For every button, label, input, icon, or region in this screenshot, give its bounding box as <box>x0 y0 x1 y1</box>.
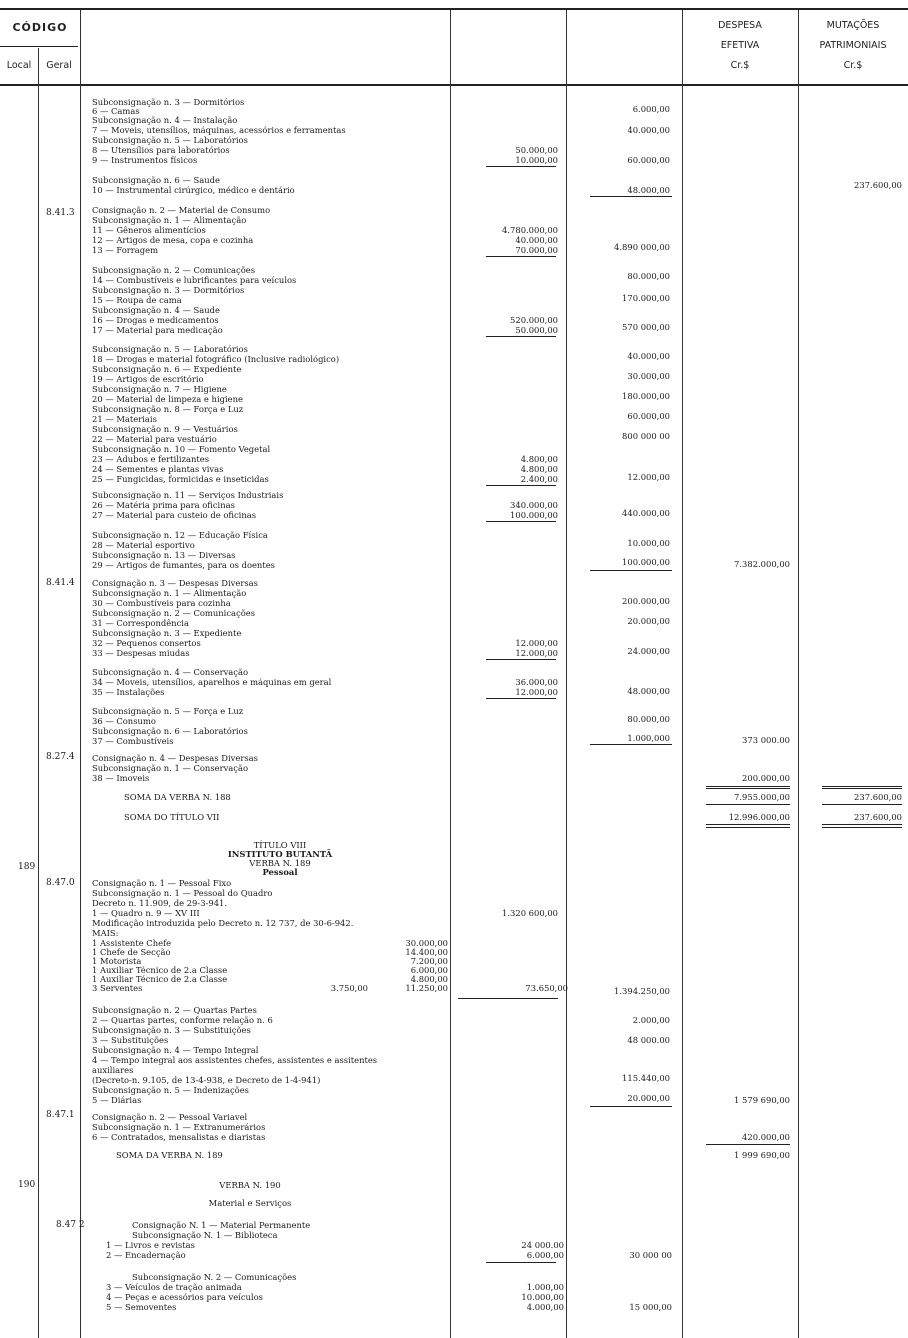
header-local: Local <box>6 60 32 71</box>
code-8-47-0: 8.47.0 <box>46 878 75 888</box>
desc-line: 6 — Contratados, mensalistas e diaristas <box>92 1132 266 1142</box>
subtotal: 570 000,00 <box>622 322 670 332</box>
amount-item: 40.000,00 <box>515 235 558 245</box>
underline <box>590 1106 672 1107</box>
desc-line: Subconsignação n. 6 — Laboratórios <box>92 726 248 736</box>
underline <box>706 788 790 789</box>
amount-item: 12.000,00 <box>515 687 558 697</box>
subtotal: 115.440,00 <box>622 1073 670 1083</box>
col-rule-a1 <box>566 10 567 1338</box>
desc-line: 1 Chefe de Secção <box>92 947 171 957</box>
underline <box>486 1262 556 1263</box>
desc-line: 4 — Tempo integral aos assistentes chefes, assistentes e assitentes <box>92 1055 378 1065</box>
desc-line: 29 — Artigos de fumantes, para os doentes <box>92 560 275 570</box>
desc-line: Subconsignação n. 4 — Conservação <box>92 667 249 677</box>
header-codigo: CÓDIGO <box>12 21 68 34</box>
soma-verba-189: SOMA DA VERBA N. 189 <box>116 1150 223 1160</box>
desc-line: Subconsignação n. 11 — Serviços Industriais <box>92 490 284 500</box>
desc-line: Subconsignação n. 6 — Saude <box>92 175 220 185</box>
desc-line: Decreto n. 11.909, de 29-3-941. <box>92 898 228 908</box>
subtotal: 30 000 00 <box>629 1250 672 1260</box>
despesa-total: 420.000,00 <box>742 1132 790 1142</box>
desc-line: 34 — Moveis, utensílios, aparelhos e máquinas em geral <box>92 677 332 687</box>
desc-line: 1 Auxiliar Técnico de 2.a Classe <box>92 965 228 975</box>
subtotal: 1.394.250,00 <box>614 986 670 996</box>
underline <box>590 196 672 197</box>
desc-line: 2 — Encadernação <box>106 1250 186 1260</box>
header-mutacoes-cur: Cr.$ <box>843 60 863 71</box>
mais-amount: 30.000,00 <box>405 938 448 948</box>
desc-line: 1 Assistente Chefe <box>92 938 172 948</box>
despesa-total: 200.000,00 <box>742 773 790 783</box>
desc-line: MAIS: <box>92 928 119 938</box>
desc-line: Consignação n. 2 — Pessoal Variavel <box>92 1112 248 1122</box>
underline <box>706 1144 790 1145</box>
subtotal: 4.890 000,00 <box>614 242 670 252</box>
amount-item: 4.780.000,00 <box>502 225 558 235</box>
underline <box>486 166 556 167</box>
header-mutacoes-1: MUTAÇÕES <box>826 20 880 31</box>
desc-line: 32 — Pequenos consertos <box>92 638 201 648</box>
amount-item: 73.650,00 <box>525 983 568 993</box>
desc-line: Subconsignação N. 2 — Comunicações <box>132 1272 297 1282</box>
col-rule-local <box>38 48 39 1338</box>
underline <box>822 804 902 805</box>
desc-line: 21 — Materiais <box>92 414 157 424</box>
desc-line: 37 — Combustíveis <box>92 736 174 746</box>
underline <box>706 804 790 805</box>
titulo-viii: TÍTULO VIII <box>253 840 307 850</box>
desc-line: Subconsignação n. 9 — Vestuários <box>92 424 238 434</box>
code-8-41-4: 8.41.4 <box>46 578 75 588</box>
desc-line: 14 — Combustíveis e lubrificantes para veículos <box>92 275 297 285</box>
desc-line: 5 — Semoventes <box>106 1302 177 1312</box>
underline <box>822 824 902 825</box>
desc-line: 33 — Despesas miudas <box>92 648 190 658</box>
amount-item: 6.000,00 <box>526 1250 564 1260</box>
desc-line: 23 — Adubos e fertilizantes <box>92 454 210 464</box>
desc-line: 5 — Diárias <box>92 1095 142 1105</box>
soma-verba-189-despesa: 1 999 690,00 <box>734 1150 790 1160</box>
desc-line: Subconsignação n. 13 — Diversas <box>92 550 236 560</box>
desc-line: Subconsignação n. 5 — Laboratórios <box>92 344 248 354</box>
header-geral: Geral <box>46 60 72 71</box>
desc-line: 27 — Material para custeio de oficinas <box>92 510 257 520</box>
underline <box>590 570 672 571</box>
subtotal: 2.000,00 <box>632 1015 670 1025</box>
soma-titulo-vii-mutacao: 237.600,00 <box>854 812 902 822</box>
desc-line: 12 — Artigos de mesa, copa e cozinha <box>92 235 254 245</box>
desc-line: 38 — Imoveis <box>92 773 150 783</box>
amount-item: 12.000,00 <box>515 648 558 658</box>
material-servicos: Material e Serviços <box>208 1198 292 1208</box>
desc-line: Subconsignação n. 2 — Comunicações <box>92 265 256 275</box>
header-code-rule <box>0 46 78 47</box>
desc-line: 8 — Utensílios para laboratórios <box>92 145 230 155</box>
desc-line: 24 — Sementes e plantas vivas <box>92 464 224 474</box>
desc-line: Modificação introduzida pelo Decreto n. 12 737, de 30-6-942. <box>92 918 354 928</box>
subtotal: 80.000,00 <box>627 271 670 281</box>
amount-item: 24 000.00 <box>521 1240 564 1250</box>
soma-titulo-vii-despesa: 12.996.000,00 <box>728 812 790 822</box>
desc-line: Consignação n. 2 — Material de Consumo <box>92 205 271 215</box>
desc-line: Subconsignação n. 3 — Dormitórios <box>92 97 245 107</box>
desc-line: Subconsignação n. 2 — Quartas Partes <box>92 1005 257 1015</box>
desc-line: 4 — Peças e acessórios para veículos <box>106 1292 263 1302</box>
underline <box>706 786 790 787</box>
top-rule <box>0 8 908 10</box>
mais-amount: 7.200,00 <box>410 956 448 966</box>
desc-line: Subconsignação n. 3 — Substituições <box>92 1025 251 1035</box>
subtotal: 40.000,00 <box>627 351 670 361</box>
col-rule-desc <box>450 10 451 1338</box>
desc-line: Consignação n. 3 — Despesas Diversas <box>92 578 258 588</box>
subtotal: 40.000,00 <box>627 125 670 135</box>
desc-line: Subconsignação n. 1 — Alimentação <box>92 215 247 225</box>
soma-verba-188: SOMA DA VERBA N. 188 <box>124 792 231 802</box>
desc-line: 25 — Fungicidas, formicidas e inseticidas <box>92 474 269 484</box>
subtotal: 48.000,00 <box>627 185 670 195</box>
subtotal: 800 000 00 <box>622 431 670 441</box>
desc-line: 10 — Instrumental cirúrgico, médico e dentário <box>92 185 295 195</box>
underline <box>486 659 556 660</box>
desc-line: 36 — Consumo <box>92 716 156 726</box>
desc-line: Consignação N. 1 — Material Permanente <box>132 1220 311 1230</box>
code-8-47-1: 8.47.1 <box>46 1110 75 1120</box>
subtotal: 60.000,00 <box>627 155 670 165</box>
amount-item: 4.000,00 <box>526 1302 564 1312</box>
desc-line: Subconsignação n. 3 — Dormitórios <box>92 285 245 295</box>
soma-verba-188-despesa: 7.955.000,00 <box>734 792 790 802</box>
despesa-total: 373 000.00 <box>742 735 790 745</box>
subtotal: 170.000,00 <box>622 293 670 303</box>
underline <box>706 827 790 828</box>
amount-item: 50.000,00 <box>515 145 558 155</box>
desc-line: 15 — Roupa de cama <box>92 295 182 305</box>
amount-item: 10.000,00 <box>521 1292 564 1302</box>
amount-item: 12.000,00 <box>515 638 558 648</box>
header-mutacoes-2: PATRIMONIAIS <box>819 40 887 51</box>
underline <box>590 744 672 745</box>
desc-line: Subconsignação n. 10 — Fomento Vegetal <box>92 444 271 454</box>
amount-item: 100.000,00 <box>510 510 558 520</box>
desc-line: Subconsignação N. 1 — Biblioteca <box>132 1230 278 1240</box>
desc-line: auxiliares <box>92 1065 134 1075</box>
code-8-47-2: 8.47 2 <box>56 1220 85 1230</box>
code-local-190: 190 <box>18 1180 36 1190</box>
pessoal-heading: Pessoal <box>262 867 298 877</box>
underline <box>706 824 790 825</box>
code-8-41-3: 8.41.3 <box>46 208 75 218</box>
desc-line: Consignação n. 4 — Despesas Diversas <box>92 753 258 763</box>
desc-line: Subconsignação n. 1 — Extranumerários <box>92 1122 266 1132</box>
amount-item: 4.800,00 <box>520 454 558 464</box>
underline <box>486 336 556 337</box>
mais-amount: 6.000,00 <box>410 965 448 975</box>
underline <box>822 786 902 787</box>
subtotal: 1.000,000 <box>627 733 670 743</box>
desc-line: Subconsignação n. 3 — Expediente <box>92 628 242 638</box>
desc-line: 17 — Material para medicação <box>92 325 223 335</box>
underline <box>458 998 558 999</box>
desc-line: Subconsignação n. 12 — Educação Física <box>92 530 268 540</box>
mais-amount: 11.250,00 <box>405 983 448 993</box>
desc-line: 11 — Gêneros alimentícios <box>92 225 206 235</box>
mais-amount: 3.750,00 <box>330 983 368 993</box>
desc-line: Subconsignação n. 1 — Pessoal do Quadro <box>92 888 273 898</box>
mutacao-total: 237.600,00 <box>854 180 902 190</box>
verba-189: VERBA N. 189 <box>249 858 311 868</box>
header-despesa-1: DESPESA <box>718 20 762 31</box>
header-despesa-cur: Cr.$ <box>730 60 750 71</box>
subtotal: 440.000,00 <box>622 508 670 518</box>
desc-line: 22 — Material para vestuário <box>92 434 217 444</box>
subtotal: 15 000,00 <box>629 1302 672 1312</box>
desc-line: 28 — Material esportivo <box>92 540 195 550</box>
desc-line: 3 Serventes <box>92 983 143 993</box>
desc-line: 1 Auxiliar Técnico de 2.a Classe <box>92 974 228 984</box>
amount-item: 4.800,00 <box>520 464 558 474</box>
desc-line: Subconsignação n. 7 — Higiene <box>92 384 227 394</box>
desc-line: Subconsignação n. 1 — Alimentação <box>92 588 247 598</box>
amount-item: 70.000,00 <box>515 245 558 255</box>
subtotal: 80.000,00 <box>627 714 670 724</box>
amount-item: 1.320 600,00 <box>502 908 558 918</box>
despesa-total: 7.382.000,00 <box>734 559 790 569</box>
desc-line: 1 — Livros e revistas <box>106 1240 195 1250</box>
desc-line: 2 — Quartas partes, conforme relação n. 6 <box>92 1015 273 1025</box>
subtotal: 100.000,00 <box>622 557 670 567</box>
underline <box>486 521 556 522</box>
subtotal: 200.000,00 <box>622 596 670 606</box>
desc-line: 1 — Quadro n. 9 — XV III <box>92 908 200 918</box>
mais-amount: 14.400,00 <box>405 947 448 957</box>
subtotal: 20.000,00 <box>627 1093 670 1103</box>
desc-line: 30 — Combustíveis para cozinha <box>92 598 231 608</box>
desc-line: 18 — Drogas e material fotográfico (Inclusive radiológico) <box>92 354 340 364</box>
desc-line: 3 — Substituições <box>92 1035 169 1045</box>
desc-line: 1 Motorista <box>92 956 142 966</box>
desc-line: Subconsignação n. 6 — Expediente <box>92 364 242 374</box>
subtotal: 6.000,00 <box>632 104 670 114</box>
desc-line: 13 — Forragem <box>92 245 159 255</box>
desc-line: 20 — Material de limpeza e higiene <box>92 394 243 404</box>
underline <box>486 698 556 699</box>
subtotal: 20.000,00 <box>627 616 670 626</box>
desc-line: 9 — Instrumentos físicos <box>92 155 198 165</box>
desc-line: Subconsignação n. 4 — Tempo Integral <box>92 1045 259 1055</box>
desc-line: 31 — Correspondência <box>92 618 189 628</box>
underline <box>486 485 556 486</box>
desc-line: 7 — Moveis, utensílios, máquinas, acessórios e ferramentas <box>92 125 346 135</box>
instituto-butanta: INSTITUTO BUTANTÃ <box>227 849 333 859</box>
subtotal: 180.000,00 <box>622 391 670 401</box>
despesa-total: 1 579 690,00 <box>734 1095 790 1105</box>
underline <box>822 827 902 828</box>
header-despesa-2: EFETIVA <box>720 40 760 51</box>
subtotal: 30.000,00 <box>627 371 670 381</box>
header-bottom-rule <box>0 84 908 86</box>
underline <box>822 788 902 789</box>
soma-verba-188-mutacao: 237.600,00 <box>854 792 902 802</box>
desc-line: Subconsignação n. 4 — Instalação <box>92 115 238 125</box>
amount-item: 10.000,00 <box>515 155 558 165</box>
desc-line: Subconsignação n. 5 — Laboratórios <box>92 135 248 145</box>
desc-line: 35 — Instalações <box>92 687 165 697</box>
subtotal: 60.000,00 <box>627 411 670 421</box>
desc-line: Subconsignação n. 4 — Saude <box>92 305 220 315</box>
desc-line: Subconsignação n. 1 — Conservação <box>92 763 249 773</box>
verba-190: VERBA N. 190 <box>219 1180 281 1190</box>
desc-line: Subconsignação n. 8 — Força e Luz <box>92 404 244 414</box>
desc-line: 19 — Artigos de escritório <box>92 374 204 384</box>
desc-line: Subconsignação n. 5 — Força e Luz <box>92 706 244 716</box>
amount-item: 2.400,00 <box>520 474 558 484</box>
subtotal: 24.000,00 <box>627 646 670 656</box>
desc-line: (Decreto-n. 9.105, de 13-4-938, e Decreto de 1-4-941) <box>92 1075 321 1085</box>
desc-line: 26 — Matéria prima para oficinas <box>92 500 235 510</box>
desc-line: 16 — Drogas e medicamentos <box>92 315 219 325</box>
desc-line: Consignação n. 1 — Pessoal Fixo <box>92 878 232 888</box>
soma-titulo-vii: SOMA DO TÍTULO VII <box>124 812 220 822</box>
amount-item: 50.000,00 <box>515 325 558 335</box>
underline <box>486 256 556 257</box>
desc-line: Subconsignação n. 2 — Comunicações <box>92 608 256 618</box>
amount-item: 520.000,00 <box>510 315 558 325</box>
desc-line: 3 — Veículos de tração animada <box>106 1282 242 1292</box>
amount-item: 340.000,00 <box>510 500 558 510</box>
subtotal: 48 000.00 <box>627 1035 670 1045</box>
subtotal: 10.000,00 <box>627 538 670 548</box>
code-local-189: 189 <box>18 862 36 872</box>
amount-item: 36.000,00 <box>515 677 558 687</box>
desc-line: Subconsignação n. 5 — Indenizações <box>92 1085 249 1095</box>
mais-amount: 4.800,00 <box>410 974 448 984</box>
subtotal: 48.000,00 <box>627 686 670 696</box>
amount-item: 1.000,00 <box>526 1282 564 1292</box>
col-rule-a2 <box>682 10 683 1338</box>
code-8-27-4: 8.27.4 <box>46 752 75 762</box>
col-rule-geral <box>80 10 81 1338</box>
desc-line: 6 — Camas <box>92 106 140 116</box>
col-rule-despesa <box>798 10 799 1338</box>
subtotal: 12.000,00 <box>627 472 670 482</box>
